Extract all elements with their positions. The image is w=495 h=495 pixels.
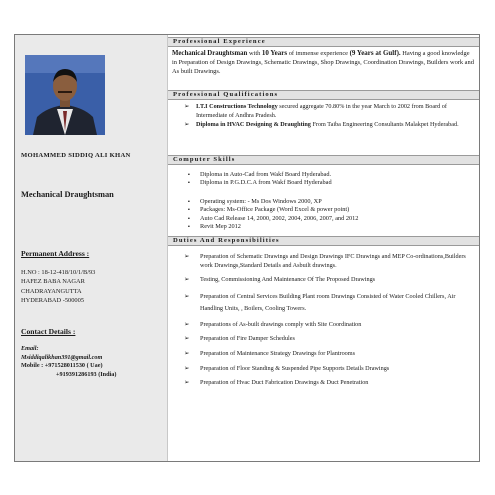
contact-heading: Contact Details : (21, 327, 76, 336)
list-item (184, 365, 475, 374)
arrow-bullet-icon: ➢ (184, 320, 190, 328)
skill-text: Auto Cad Release 14, 2000, 2002, 2004, 2006, 2007, and 2012 (200, 214, 359, 222)
duty-text: Preparation of Hvac Duct Fabrication Drawings & Duct Penetration (200, 379, 369, 387)
qualification-detail: secured aggregate 70.80% in the year March to 2002 from Board of Intermediate of Andhra Pradesh. (196, 103, 447, 119)
qualification-title: I.T.I Constructions Technology (196, 103, 278, 110)
small-square-icon: ▪ (188, 215, 190, 222)
mobile-india: +919391286193 (India) (56, 370, 117, 378)
experience-years: 10 Years (261, 49, 288, 57)
skill-text: Revit Mep 2012 (200, 222, 241, 230)
qualification-title: Diploma in HVAC Designing & Draughting (196, 121, 311, 129)
skill-text: Packages: Ms-Office Package (Word Excel & power point) (200, 206, 350, 214)
arrow-bullet-icon: ➢ (184, 276, 190, 284)
small-square-icon: ▪ (188, 207, 190, 214)
candidate-name: MOHAMMED SIDDIQ ALI KHAN (21, 152, 131, 159)
list-item (188, 206, 475, 214)
list-item (184, 121, 475, 130)
duties-heading: Duties And Responsibilities (168, 236, 479, 246)
experience-gulf: (9 Years at Gulf). (349, 49, 401, 57)
list-item (184, 379, 475, 388)
address-line: CHADRAYANGUTTA (21, 287, 82, 295)
experience-heading: Professional Experience (168, 37, 479, 47)
skills-list-diplomas (188, 171, 475, 188)
small-square-icon: ▪ (188, 172, 190, 178)
arrow-bullet-icon: ➢ (184, 253, 190, 260)
contact-block (21, 345, 116, 379)
experience-role: Mechanical Draughtsman (172, 50, 248, 57)
list-item (188, 215, 475, 223)
list-item (188, 171, 475, 179)
qualifications-list (184, 103, 475, 131)
duty-text: Preparation of Central Services Building Plant room Drawings Consisted of Water Cooled Chillers, Air Handling Units, , Boilers, Cooling Towers. (200, 292, 456, 312)
list-item (188, 198, 475, 206)
arrow-bullet-icon: ➢ (184, 292, 190, 300)
email-label: Email: (21, 345, 39, 352)
skill-text: Operating system: - Ms Dos Windows 2000, XP (200, 198, 322, 205)
experience-text: with (247, 50, 262, 57)
list-item (184, 335, 475, 344)
list-item (188, 179, 475, 187)
email-address[interactable]: Msiddiqalikhan391@gmail.com (21, 353, 103, 361)
duty-text: Preparation of Schematic Drawings and Design Drawings IFC Drawings and MEP Co-ordinations,Builders work Drawings,Standard Details and Asbuilt drawings. (200, 253, 466, 269)
arrow-bullet-icon: ➢ (184, 364, 190, 372)
small-square-icon: ▪ (188, 199, 190, 205)
arrow-bullet-icon: ➢ (184, 103, 190, 110)
arrow-bullet-icon: ➢ (184, 121, 190, 129)
list-item (184, 103, 475, 120)
list-item (188, 223, 475, 231)
skill-text: Diploma in Auto-Cad from Wakf Board Hyderabad. (200, 171, 332, 178)
skills-list-software (188, 198, 475, 231)
duty-text: Preparation of Maintenance Strategy Drawings for Plantrooms (200, 349, 355, 357)
duty-text: Testing, Commissioning And Maintenance Of The Proposed Drawings (200, 276, 376, 284)
duty-text: Preparation of Floor Standing & Suspended Pipe Supports Details Drawings (200, 364, 390, 372)
skill-text: Diploma in P.G.D.C.A from Wakf Board Hyderabad (200, 179, 332, 187)
list-item (184, 253, 475, 270)
address-heading: Permanent Address : (21, 249, 90, 258)
skills-heading: Computer Skills (168, 155, 479, 165)
address-line: H.NO : 18-12-418/10/1/B/93 (21, 269, 96, 276)
small-square-icon: ▪ (188, 223, 190, 230)
duties-list (184, 253, 475, 394)
list-item (184, 350, 475, 359)
candidate-designation: Mechanical Draughtsman (21, 190, 114, 199)
arrow-bullet-icon: ➢ (184, 335, 190, 343)
profile-photo (25, 55, 105, 135)
list-item (184, 276, 475, 285)
qualification-text (196, 103, 475, 120)
resume-sidebar (15, 35, 168, 461)
person-photo-icon (25, 55, 105, 135)
experience-text: Having a good knowledge in Preparation of Design Drawings, Schematic Drawings, Shop Drawings, Coordination Drawings, Builders work and As built Drawings. (172, 50, 474, 76)
list-item (184, 291, 475, 315)
qualifications-heading: Professional Qualifications (168, 90, 479, 100)
duty-text: Preparation of Fire Damper Schedules (200, 335, 295, 343)
mobile-uae: Mobile : +971528011530 ( Uae) (21, 362, 103, 370)
resume-main (168, 35, 479, 461)
small-square-icon: ▪ (188, 180, 190, 187)
qualification-text (196, 121, 459, 130)
address-block (21, 268, 95, 306)
resume-page (14, 34, 480, 462)
duty-text: Preparations of As-built drawings comply with Site Coordination (200, 320, 362, 328)
experience-summary (172, 49, 475, 77)
arrow-bullet-icon: ➢ (184, 349, 190, 357)
arrow-bullet-icon: ➢ (184, 379, 190, 387)
address-line: HAFEZ BABA NAGAR (21, 278, 85, 286)
list-item (184, 321, 475, 330)
qualification-detail: From Taiba Engineering Consultants Malakpet Hyderabad. (310, 121, 459, 129)
experience-text: of immense experience (287, 50, 350, 57)
address-line: HYDERABAD -500005 (21, 297, 85, 305)
